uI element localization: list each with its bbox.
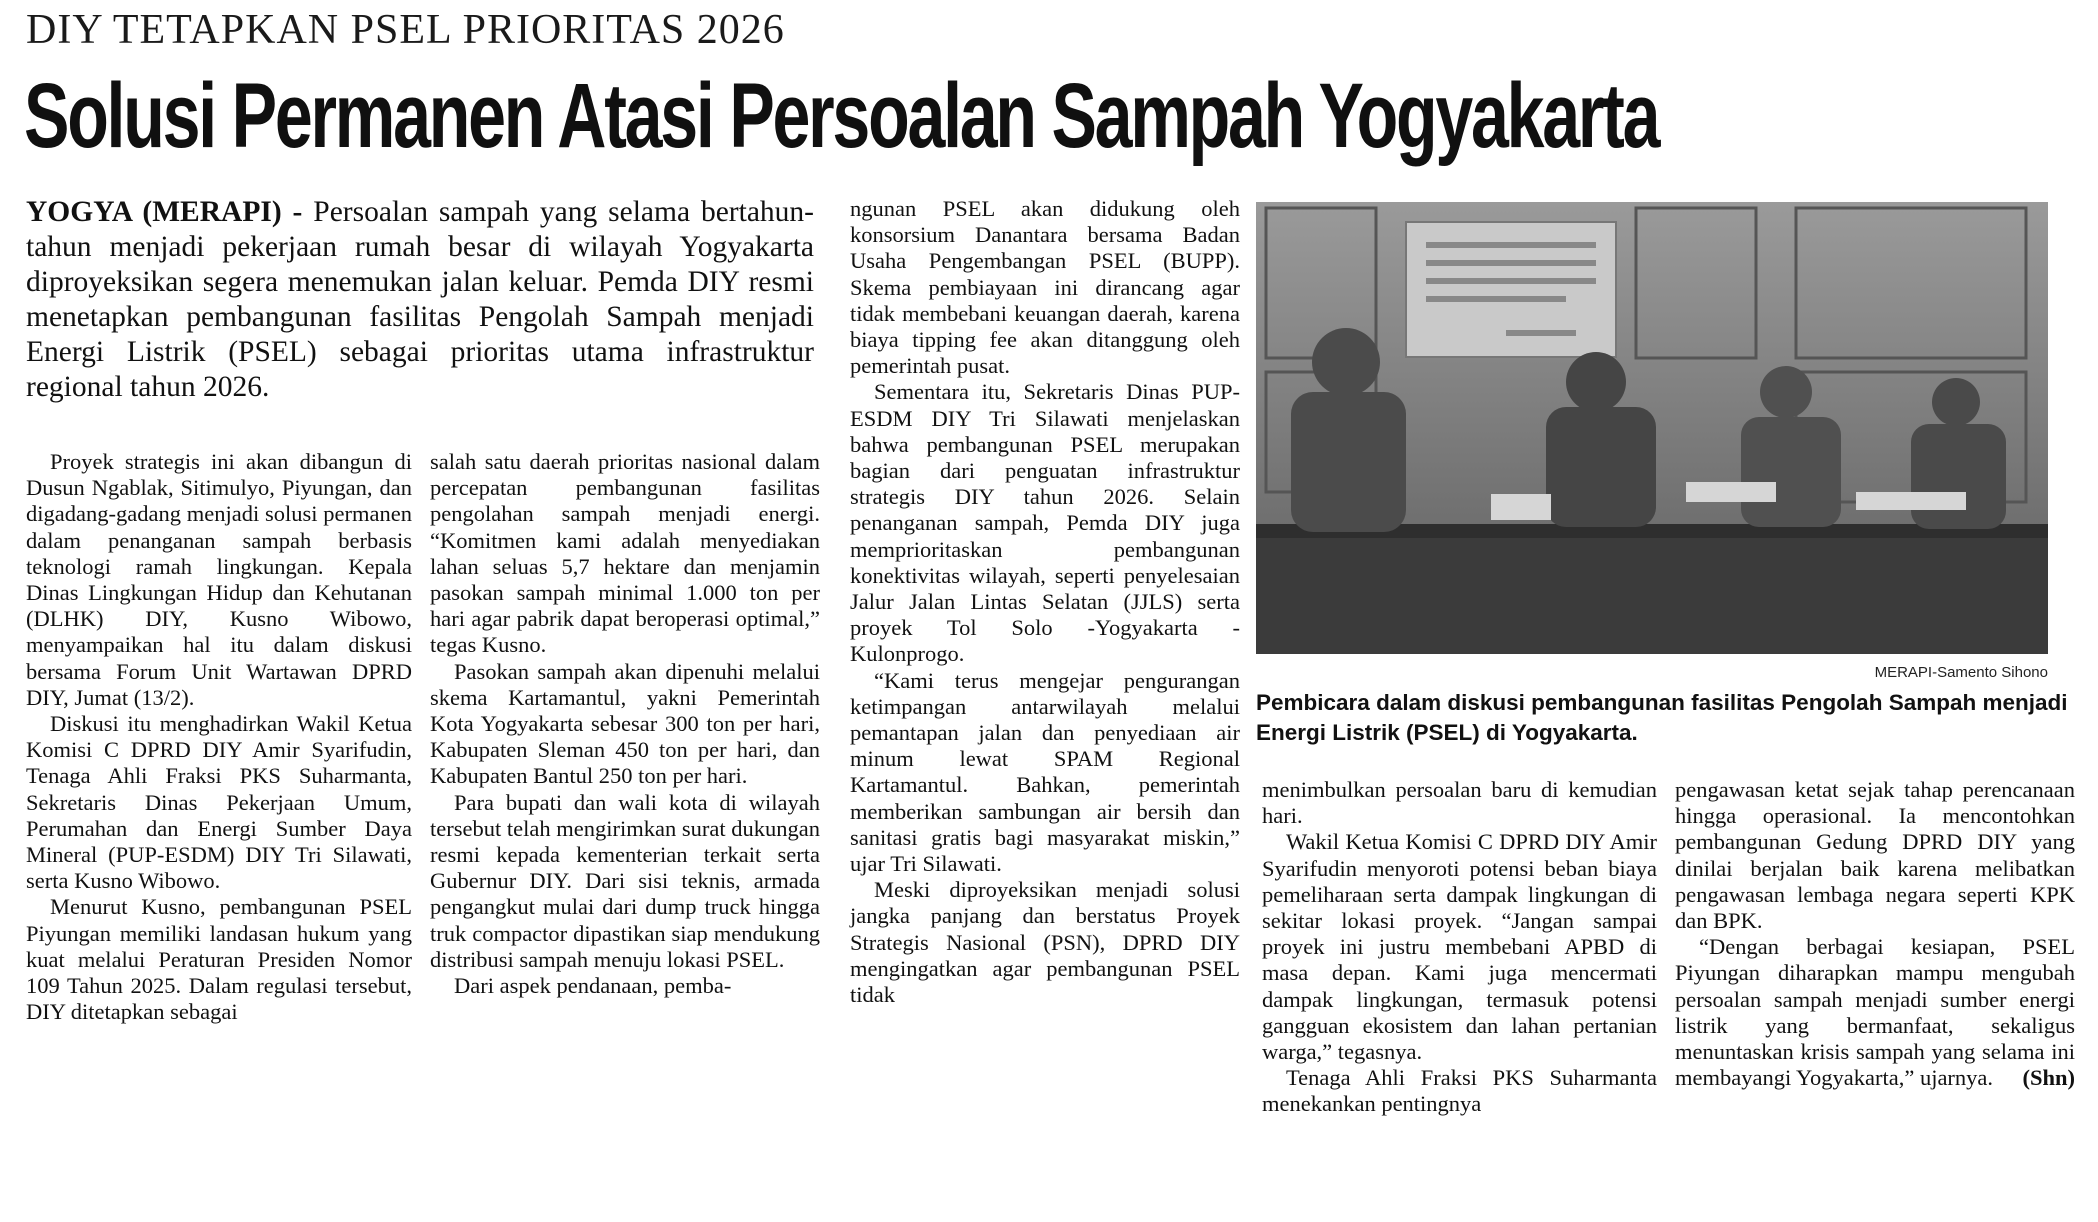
paragraph: Meski diproyeksikan menjadi solusi jangka panjang dan berstatus Proyek Strategis Nasional (PSN), DPRD DIY mengingatkan agar pembangunan PSEL tidak bbox=[850, 877, 1240, 1008]
paragraph bbox=[1675, 934, 2075, 1091]
photo-credit: MERAPI-Samento Sihono bbox=[1874, 664, 2048, 681]
body-column-5 bbox=[1675, 777, 2075, 1091]
body-column-1 bbox=[26, 449, 412, 1025]
paragraph: “Kami terus mengejar pengurangan ketimpangan antarwilayah melalui pemantapan jalan dan penyediaan air minum lewat SPAM Regional Kartamantul. Bahkan, pemerintah memberikan sambungan air bersih dan sanitasi gratis bagi masyarakat miskin,” ujar Tri Silawati. bbox=[850, 667, 1240, 877]
article-photo bbox=[1256, 202, 2048, 654]
paragraph: ngunan PSEL akan didukung oleh konsorsium Danantara bersama Badan Usaha Pengembangan PSEL (BUPP). Skema pembiayaan ini dirancang agar tidak membebani keuangan daerah, karena biaya tipping fee akan ditanggung oleh pemerintah pusat. bbox=[850, 196, 1240, 379]
lead-text: Persoalan sampah yang selama bertahun-tahun menjadi pekerjaan rumah besar di wilayah Yogyakarta diproyeksikan segera menemukan jalan keluar. Pemda DIY resmi menetapkan pembangunan fasilitas Pengolah Sampah menjadi Energi Listrik (PSEL) sebagai prioritas utama infrastruktur regional tahun 2026. bbox=[26, 196, 814, 403]
article-headline: Solusi Permanen Atasi Persoalan Sampah Yogyakarta bbox=[24, 65, 1659, 167]
dateline: YOGYA (MERAPI) - bbox=[26, 196, 303, 228]
photo-illustration bbox=[1256, 202, 2048, 654]
paragraph: Sementara itu, Sekretaris Dinas PUP-ESDM DIY Tri Silawati menjelaskan bahwa pembangunan PSEL merupakan bagian dari penguatan infrastruktur strategis DIY tahun 2026. Selain penanganan sampah, Pemda DIY juga memprioritaskan pembangunan konektivitas wilayah, seperti penyelesaian Jalur Jalan Lintas Selatan (JJLS) serta proyek Tol Solo -Yogyakarta - Kulonprogo. bbox=[850, 379, 1240, 667]
paragraph: pengawasan ketat sejak tahap perencanaan hingga operasional. Ia mencontohkan pembangunan Gedung DPRD DIY yang dinilai berjalan baik karena melibatkan pengawasan lembaga negara seperti KPK dan BPK. bbox=[1675, 777, 2075, 934]
paragraph: Para bupati dan wali kota di wilayah tersebut telah mengirimkan surat dukungan resmi kepada kementerian terkait serta Gubernur DIY. Dari sisi teknis, armada pengangkut mulai dari dump truck hingga truk compactor dipastikan siap mendukung distribusi sampah menuju lokasi PSEL. bbox=[430, 789, 820, 972]
paragraph: Wakil Ketua Komisi C DPRD DIY Amir Syarifudin menyoroti potensi beban biaya pemeliharaan serta dampak lingkungan di sekitar lokasi proyek. “Jangan sampai proyek ini justru membebani APBD di masa depan. Kami juga mencermati dampak lingkungan, termasuk potensi gangguan ekosistem dan lahan pertanian warga,” tegasnya. bbox=[1262, 829, 1657, 1065]
paragraph-text: “Dengan berbagai kesiapan, PSEL Piyungan diharapkan mampu mengubah persoalan sampah menjadi sumber energi listrik yang bermanfaat, sekaligus menuntaskan krisis sampah yang selama ini membayangi Yogyakarta,” ujarnya. bbox=[1675, 934, 2075, 1091]
paragraph: Dari aspek pendanaan, pemba- bbox=[454, 973, 732, 999]
paragraph: Diskusi itu menghadirkan Wakil Ketua Komisi C DPRD DIY Amir Syarifudin, Tenaga Ahli Fraksi PKS Suharmanta, Sekretaris Dinas Pekerjaan Umum, Perumahan dan Energi Sumber Daya Mineral (PUP-ESDM) DIY Tri Silawati, serta Kusno Wibowo. bbox=[26, 711, 412, 894]
paragraph: Pasokan sampah akan dipenuhi melalui skema Kartamantul, yakni Pemerintah Kota Yogyakarta sebesar 300 ton per hari, Kabupaten Sleman 450 ton per hari, dan Kabupaten Bantul 250 ton per hari. bbox=[430, 658, 820, 789]
article-kicker: DIY TETAPKAN PSEL PRIORITAS 2026 bbox=[26, 7, 785, 53]
photo-caption: Pembicara dalam diskusi pembangunan fasilitas Pengolah Sampah menjadi Energi Listrik (PSEL) di Yogyakarta. bbox=[1256, 690, 2068, 745]
article-lead bbox=[26, 195, 814, 405]
paragraph: Tenaga Ahli Fraksi PKS Suharmanta menekankan pentingnya bbox=[1262, 1065, 1657, 1117]
paragraph: salah satu daerah prioritas nasional dalam percepatan pembangunan fasilitas pengolahan sampah menjadi energi. “Komitmen kami adalah menyediakan lahan seluas 5,7 hektare dan menjamin pasokan sampah minimal 1.000 ton per hari agar pabrik dapat beroperasi optimal,” tegas Kusno. bbox=[430, 449, 820, 658]
paragraph: menimbulkan persoalan baru di kemudian hari. bbox=[1262, 777, 1657, 829]
byline: (Shn) bbox=[2022, 1065, 2075, 1091]
paragraph: Proyek strategis ini akan dibangun di Dusun Ngablak, Sitimulyo, Piyungan, dan digadang-gadang menjadi solusi permanen dalam penanganan sampah berbasis teknologi ramah lingkungan. Kepala Dinas Lingkungan Hidup dan Kehutanan (DLHK) DIY, Kusno Wibowo, menyampaikan hal itu dalam diskusi bersama Forum Unit Wartawan DPRD DIY, Jumat (13/2). bbox=[26, 449, 412, 710]
body-column-3 bbox=[850, 196, 1240, 1008]
paragraph: Menurut Kusno, pembangunan PSEL Piyungan memiliki landasan hukum yang kuat melalui Peraturan Presiden Nomor 109 Tahun 2025. Dalam regulasi tersebut, DIY ditetapkan sebagai bbox=[26, 894, 412, 1025]
body-column-2 bbox=[430, 449, 820, 999]
body-column-4 bbox=[1262, 777, 1657, 1118]
